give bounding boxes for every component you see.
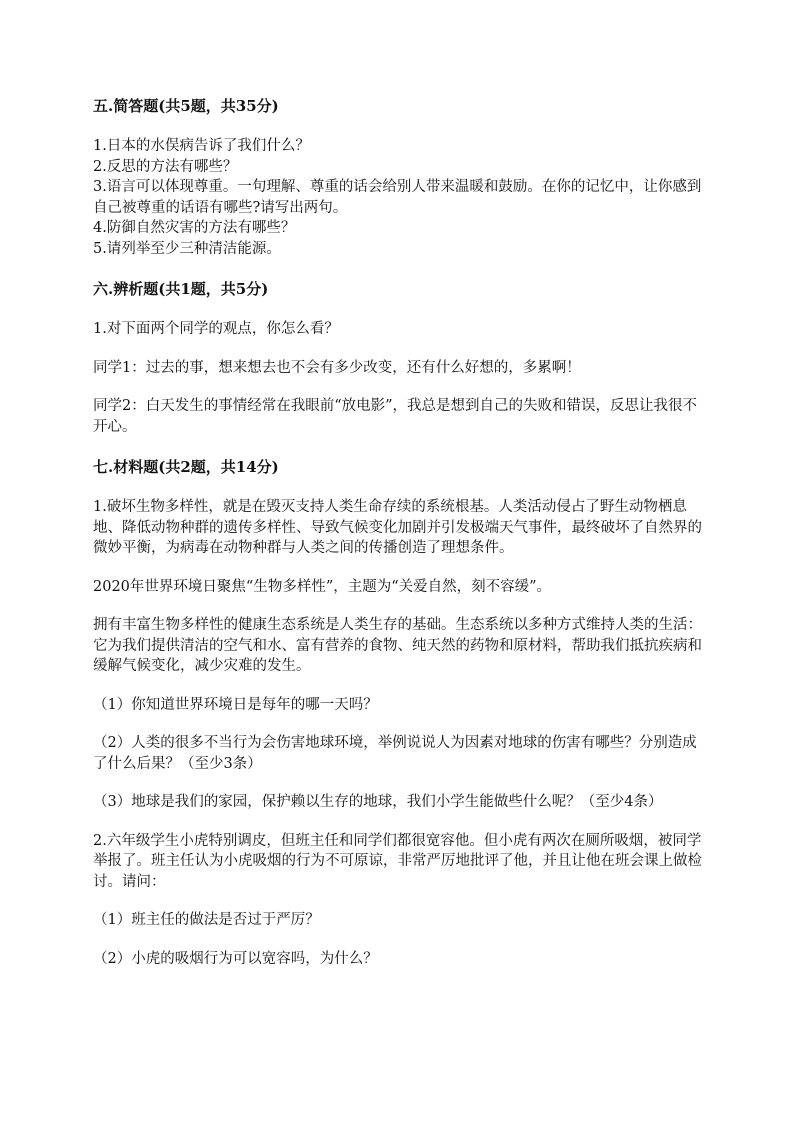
- section-5-question-1: 1.日本的水俣病告诉了我们什么？: [93, 138, 310, 154]
- section-6-heading: 六.辨析题(共1题，共5分): [93, 280, 269, 298]
- section-5-heading: 五.简答题(共5题，共35分): [93, 97, 279, 115]
- section-7-q1-sub-question-2: （2）人类的很多不当行为会伤害地球环境，举例说说人为因素对地球的伤害有哪些？分别造成了什么后果？（至少3条）: [93, 735, 697, 772]
- section-6-student-2-view: 同学2：白天发生的事情经常在我眼前“放电影”，我总是想到自己的失败和错误，反思让我很不开心。: [93, 398, 698, 435]
- section-7-q1-material-3: 拥有丰富生物多样性的健康生态系统是人类生存的基础。生态系统以多种方式维持人类的生活：它为我们提供清洁的空气和水、富有营养的食物、纯天然的药物和原材料，帮助我们抵抗疾病和缓解气候变化，减少灾难的发生。: [93, 617, 702, 674]
- section-6-student-1-view: 同学1：过去的事，想来想去也不会有多少改变，还有什么好想的，多累啊！: [93, 359, 581, 376]
- document-page: [93, 96, 705, 969]
- section-7-q1-material-1: 1.破坏生物多样性，就是在毁灭支持人类生命存续的系统根基。人类活动侵占了野生动物栖息地、降低动物种群的遗传多样性、导致气候变化加剧并引发极端天气事件，最终破坏了自然界的微妙平衡，为病毒在动物种群与人类之间的传播创造了理想条件。: [93, 499, 702, 556]
- section-5-question-5: 5.请列举至少三种清洁能源。: [93, 240, 281, 257]
- section-7-q2-material: 2.六年级学生小虎特别调皮，但班主任和同学们都很宽容他。但小虎有两次在厕所吸烟，被同学举报了。班主任认为小虎吸烟的行为不可原谅，非常严厉地批评了他，并且让他在班会课上做检讨。请问：: [93, 832, 702, 890]
- section-5-question-2: 2.反思的方法有哪些？: [93, 158, 238, 175]
- section-7-q1-material-2: 2020年世界环境日聚焦“生物多样性”，主题为“关爱自然，刻不容缓”。: [93, 578, 552, 595]
- section-5-question-3: 3.语言可以体现尊重。一句理解、尊重的话会给别人带来温暖和鼓励。在你的记忆中，让你感到自己被尊重的话语有哪些?请写出两句。: [93, 179, 702, 216]
- section-7-q2-sub-question-2: （2）小虎的吸烟行为可以宽容吗，为什么？: [93, 950, 378, 967]
- section-7-q1-sub-question-3: （3）地球是我们的家园，保护赖以生存的地球，我们小学生能做些什么呢？（至少4条）: [93, 794, 663, 810]
- section-7-q2-sub-question-1: （1）班主任的做法是否过于严厉？: [93, 912, 320, 928]
- section-7-q1-sub-question-1: （1）你知道世界环境日是每年的哪一天吗？: [93, 696, 378, 713]
- section-7-heading: 七.材料题(共2题，共14分): [93, 458, 279, 476]
- section-6-question: 1.对下面两个同学的观点，你怎么看？: [93, 321, 339, 337]
- section-5-question-4: 4.防御自然灾害的方法有哪些？: [93, 220, 296, 236]
